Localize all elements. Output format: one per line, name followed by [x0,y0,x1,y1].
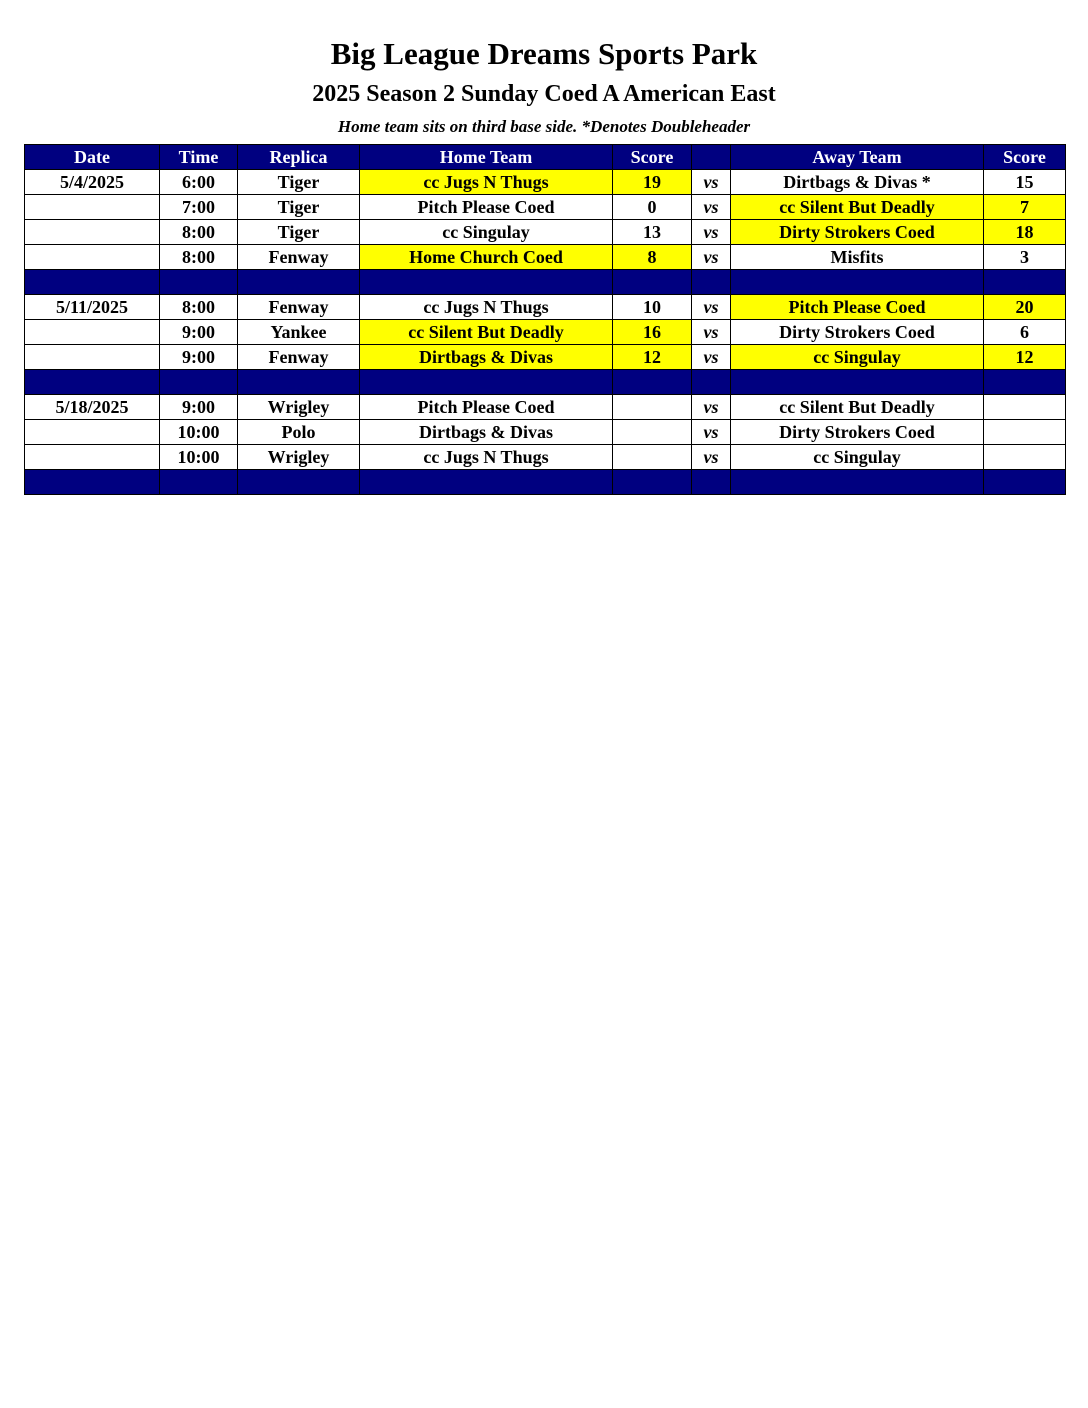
away-score-cell [984,395,1066,420]
away-score-cell: 18 [984,220,1066,245]
date-cell [25,245,160,270]
time-cell: 9:00 [160,395,238,420]
home-team-cell: Dirtbags & Divas [360,345,613,370]
week-separator-row [25,270,1066,295]
home-team-cell: cc Silent But Deadly [360,320,613,345]
time-cell: 7:00 [160,195,238,220]
home-score-cell: 0 [613,195,692,220]
date-cell [25,420,160,445]
home-score-cell: 8 [613,245,692,270]
home-team-cell: cc Singulay [360,220,613,245]
column-header-home-team: Home Team [360,145,613,170]
away-score-cell: 20 [984,295,1066,320]
home-score-cell: 13 [613,220,692,245]
time-cell: 8:00 [160,295,238,320]
time-cell: 9:00 [160,320,238,345]
table-row [25,295,1066,320]
away-team-cell: Dirty Strokers Coed [731,420,984,445]
table-row [25,245,1066,270]
away-score-cell: 6 [984,320,1066,345]
column-header-replica: Replica [238,145,360,170]
table-row [25,395,1066,420]
vs-cell: vs [692,345,731,370]
away-team-cell: Dirtbags & Divas * [731,170,984,195]
date-cell [25,195,160,220]
table-row [25,420,1066,445]
home-score-cell [613,395,692,420]
field-cell: Fenway [238,345,360,370]
home-score-cell: 16 [613,320,692,345]
column-header-away-score: Score [984,145,1066,170]
vs-cell: vs [692,220,731,245]
field-cell: Fenway [238,245,360,270]
table-header-row [25,145,1066,170]
vs-cell: vs [692,320,731,345]
date-cell [25,445,160,470]
table-row [25,445,1066,470]
page-title: Big League Dreams Sports Park [330,36,758,71]
field-cell: Fenway [238,295,360,320]
table-row [25,345,1066,370]
home-score-cell: 10 [613,295,692,320]
date-cell: 5/4/2025 [25,170,160,195]
away-score-cell: 15 [984,170,1066,195]
time-cell: 8:00 [160,245,238,270]
date-cell: 5/18/2025 [25,395,160,420]
time-cell: 10:00 [160,420,238,445]
home-team-cell: cc Jugs N Thugs [360,170,613,195]
home-score-cell [613,420,692,445]
home-team-cell: Home Church Coed [360,245,613,270]
home-score-cell: 12 [613,345,692,370]
time-cell: 6:00 [160,170,238,195]
date-cell [25,220,160,245]
away-team-cell: cc Singulay [731,345,984,370]
away-score-cell [984,445,1066,470]
column-header-time: Time [160,145,238,170]
vs-cell: vs [692,195,731,220]
column-header-vs [692,145,731,170]
vs-cell: vs [692,395,731,420]
away-score-cell [984,420,1066,445]
home-score-cell [613,445,692,470]
vs-cell: vs [692,295,731,320]
table-row [25,320,1066,345]
field-cell: Tiger [238,195,360,220]
home-team-cell: Pitch Please Coed [360,195,613,220]
away-score-cell: 12 [984,345,1066,370]
field-cell: Tiger [238,220,360,245]
date-cell [25,345,160,370]
field-cell: Wrigley [238,395,360,420]
table-row [25,220,1066,245]
week-separator-row [25,370,1066,395]
home-team-cell: cc Jugs N Thugs [360,295,613,320]
date-cell: 5/11/2025 [25,295,160,320]
away-team-cell: cc Silent But Deadly [731,395,984,420]
column-header-away-team: Away Team [731,145,984,170]
schedule-note: Home team sits on third base side. *Denotes Doubleheader [337,117,751,136]
time-cell: 10:00 [160,445,238,470]
field-cell: Polo [238,420,360,445]
date-cell [25,320,160,345]
schedule-table [24,144,1066,495]
table-row [25,170,1066,195]
vs-cell: vs [692,445,731,470]
home-team-cell: Dirtbags & Divas [360,420,613,445]
away-team-cell: Pitch Please Coed [731,295,984,320]
home-team-cell: cc Jugs N Thugs [360,445,613,470]
vs-cell: vs [692,420,731,445]
field-cell: Wrigley [238,445,360,470]
field-cell: Yankee [238,320,360,345]
week-separator-row [25,470,1066,495]
away-team-cell: Misfits [731,245,984,270]
away-team-cell: Dirty Strokers Coed [731,320,984,345]
time-cell: 9:00 [160,345,238,370]
home-score-cell: 19 [613,170,692,195]
column-header-date: Date [25,145,160,170]
away-team-cell: cc Singulay [731,445,984,470]
vs-cell: vs [692,245,731,270]
away-score-cell: 3 [984,245,1066,270]
vs-cell: vs [692,170,731,195]
away-team-cell: cc Silent But Deadly [731,195,984,220]
league-subtitle: 2025 Season 2 Sunday Coed A American East [312,81,776,107]
home-team-cell: Pitch Please Coed [360,395,613,420]
column-header-home-score: Score [613,145,692,170]
time-cell: 8:00 [160,220,238,245]
field-cell: Tiger [238,170,360,195]
table-row [25,195,1066,220]
away-team-cell: Dirty Strokers Coed [731,220,984,245]
away-score-cell: 7 [984,195,1066,220]
